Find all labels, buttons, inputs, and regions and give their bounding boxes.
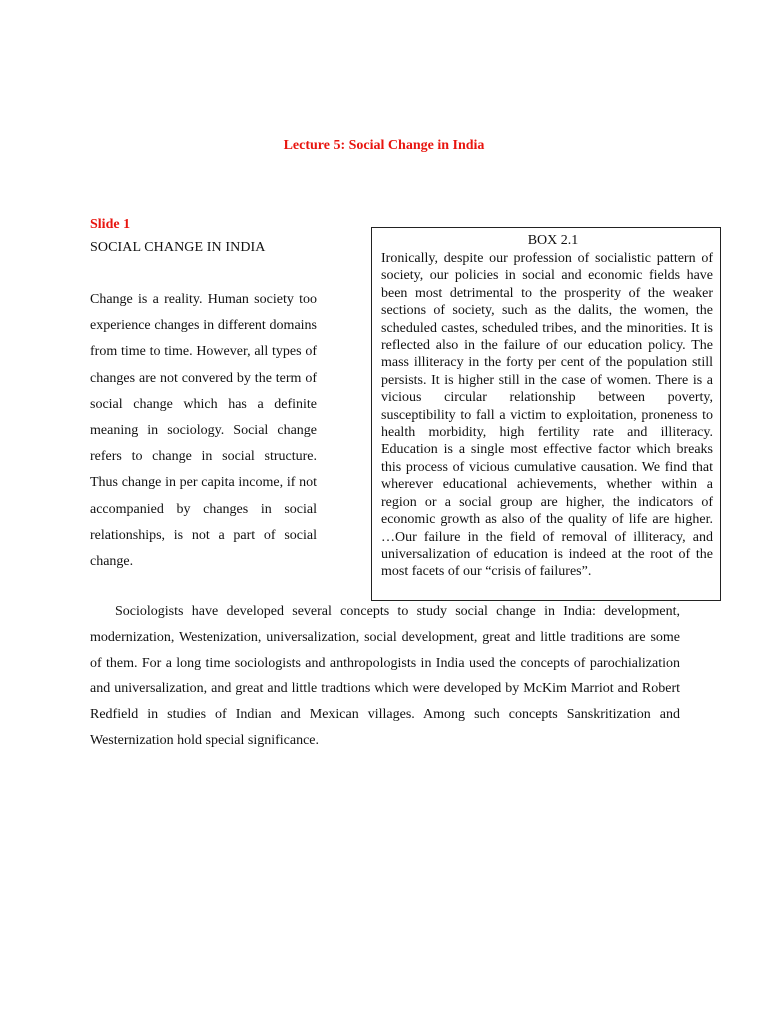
section-heading: SOCIAL CHANGE IN INDIA <box>90 240 266 255</box>
left-paragraph: Change is a reality. Human society too experience changes in different domains from time to time. However, all types of changes are not convered by the term of social change which has a definite meaning in sociology. Social change refers to change in social structure. Thus change in per capita income, if not accompanied by changes in social relationships, is not a part of social change. <box>90 292 317 570</box>
bottom-paragraph: Sociologists have developed several concepts to study social change in India: development, modernization, Westenization, universalization, social development, great and little traditions are some of them. For a long time sociologists and anthropologists in India used the concepts of parochialization and universalization, and great and little tradtions which were developed by McKim Marriot and Robert Redfield in studies of Indian and Mexican villages. Among such concepts Sanskritization and Westernization hold special significance. <box>90 604 680 748</box>
box-title: BOX 2.1 <box>527 233 579 248</box>
box-2-1 <box>371 227 721 601</box>
lecture-title: Lecture 5: Social Change in India <box>283 138 485 153</box>
box-text: Ironically, despite our profession of socialistic pattern of society, our policies in social and economic fields have been most detrimental to the prosperity of the weaker sections of society, such as the dalits, the women, the scheduled castes, scheduled tribes, and the minorities. It is reflected also in the failure of our education policy. The mass illiteracy in the forty per cent of the population still persists. It is higher still in the case of women. There is a vicious circular relationship between poverty, susceptibility to fall a victim to exploitation, proneness to health morbidity, high fertility rate and illiteracy. Education is a single most effective factor which breaks this process of vicious cumulative causation. We find that wherever educational achievements, whether within a region or a social group are higher, the indicators of economic growth as also of the quality of life are higher. …Our failure in the field of removal of illiteracy, and universalization of education is indeed at the root of the most facets of our “crisis of failures”. <box>381 251 713 580</box>
slide-label: Slide 1 <box>90 217 131 232</box>
